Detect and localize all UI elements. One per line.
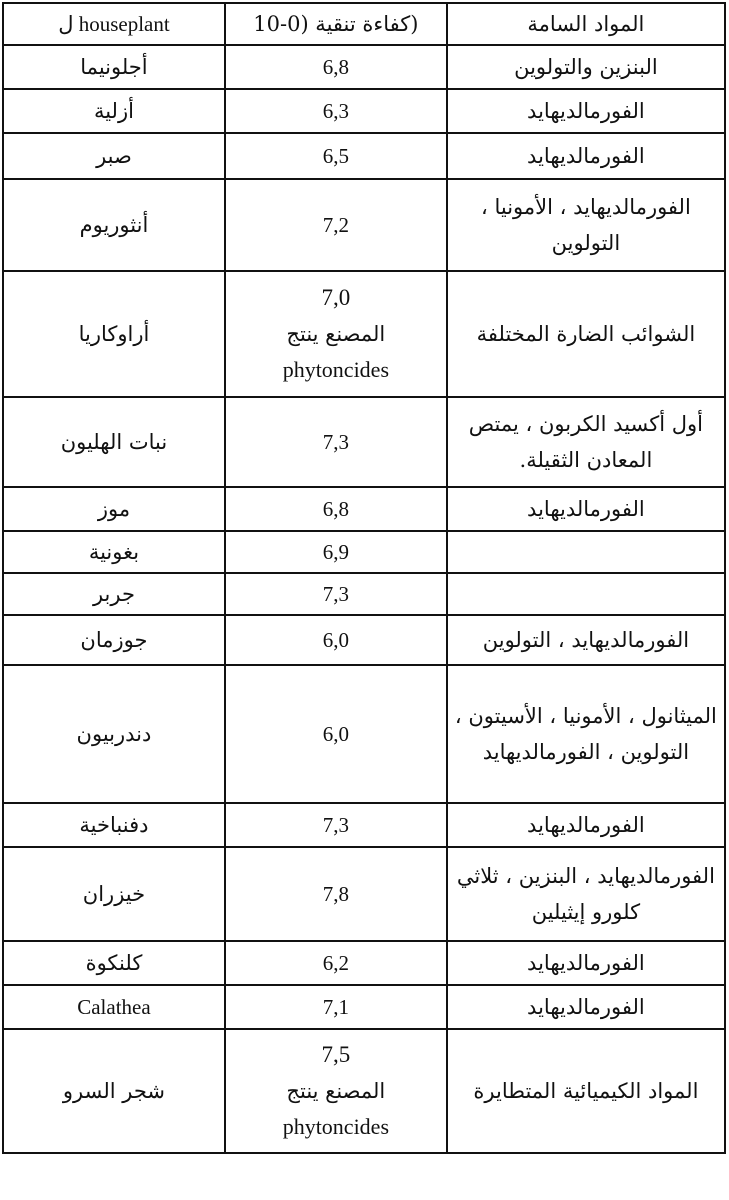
toxins-list: الفورمالديهايد ، البنزين ، ثلاثي كلورو إيثيلين bbox=[447, 847, 725, 941]
header-toxins: المواد السامة bbox=[447, 3, 725, 45]
header-efficiency: (كفاءة تنقية (0-10 bbox=[225, 3, 447, 45]
plant-name: جربر bbox=[3, 573, 225, 615]
table-row bbox=[3, 531, 725, 573]
toxins-list bbox=[447, 531, 725, 573]
purification-rating: 6,0 bbox=[225, 615, 447, 665]
purification-rating: 7,3 bbox=[225, 397, 447, 487]
table-row bbox=[3, 397, 725, 487]
header-plant: ل houseplant bbox=[3, 3, 225, 45]
toxins-list: البنزين والتولوين bbox=[447, 45, 725, 89]
plant-name: أراوكاريا bbox=[3, 271, 225, 397]
plant-name: صبر bbox=[3, 133, 225, 179]
toxins-list bbox=[447, 573, 725, 615]
plant-note-phytoncides: phytoncides bbox=[282, 1114, 390, 1139]
toxins-list: المواد الكيميائية المتطايرة bbox=[447, 1029, 725, 1153]
plant-name: Calathea bbox=[3, 985, 225, 1029]
purification-rating: 6,2 bbox=[225, 941, 447, 985]
plant-name: أزلية bbox=[3, 89, 225, 133]
plant-name: دفنباخية bbox=[3, 803, 225, 847]
table-row bbox=[3, 179, 725, 271]
plant-name: موز bbox=[3, 487, 225, 531]
table-row bbox=[3, 847, 725, 941]
toxins-list: الشوائب الضارة المختلفة bbox=[447, 271, 725, 397]
toxins-list: الفورمالديهايد bbox=[447, 985, 725, 1029]
purification-rating: 6,8 bbox=[225, 45, 447, 89]
purification-rating: 6,3 bbox=[225, 89, 447, 133]
plant-name: دندربيون bbox=[3, 665, 225, 803]
purification-rating: 7,3 bbox=[225, 803, 447, 847]
plant-name: أنثوريوم bbox=[3, 179, 225, 271]
toxins-list: الفورمالديهايد bbox=[447, 133, 725, 179]
table-row bbox=[3, 133, 725, 179]
purification-rating: 7,0 bbox=[321, 285, 351, 310]
plant-name: بغونية bbox=[3, 531, 225, 573]
table-row bbox=[3, 89, 725, 133]
toxins-list: الميثانول ، الأمونيا ، الأسيتون ، التولوين ، الفورمالديهايد bbox=[447, 665, 725, 803]
plant-name: نبات الهليون bbox=[3, 397, 225, 487]
toxins-list: الفورمالديهايد bbox=[447, 89, 725, 133]
toxins-list: الفورمالديهايد ، التولوين bbox=[447, 615, 725, 665]
purification-cell bbox=[225, 271, 447, 397]
table-row bbox=[3, 803, 725, 847]
table-row bbox=[3, 615, 725, 665]
table-row bbox=[3, 271, 725, 397]
purification-rating: 7,2 bbox=[225, 179, 447, 271]
plant-note-phytoncides: phytoncides bbox=[282, 357, 390, 382]
table-row bbox=[3, 665, 725, 803]
purification-rating: 7,8 bbox=[225, 847, 447, 941]
header-row bbox=[3, 3, 725, 45]
table-row bbox=[3, 45, 725, 89]
toxins-list: الفورمالديهايد bbox=[447, 803, 725, 847]
table-row bbox=[3, 573, 725, 615]
purification-rating: 6,9 bbox=[225, 531, 447, 573]
purification-rating: 7,5 bbox=[321, 1042, 351, 1067]
purification-rating: 7,3 bbox=[225, 573, 447, 615]
plant-name: شجر السرو bbox=[3, 1029, 225, 1153]
toxins-list: الفورمالديهايد bbox=[447, 941, 725, 985]
table-row bbox=[3, 985, 725, 1029]
purification-rating: 6,8 bbox=[225, 487, 447, 531]
toxins-list: الفورمالديهايد ، الأمونيا ، التولوين bbox=[447, 179, 725, 271]
toxins-list: الفورمالديهايد bbox=[447, 487, 725, 531]
purification-rating: 7,1 bbox=[225, 985, 447, 1029]
plant-name: خيزران bbox=[3, 847, 225, 941]
table-row bbox=[3, 487, 725, 531]
toxins-list: أول أكسيد الكربون ، يمتص المعادن الثقيلة. bbox=[447, 397, 725, 487]
plant-note: المصنع ينتج bbox=[286, 1079, 386, 1103]
plant-name: كلنكوة bbox=[3, 941, 225, 985]
plant-name: جوزمان bbox=[3, 615, 225, 665]
table-row bbox=[3, 1029, 725, 1153]
plant-name: أجلونيما bbox=[3, 45, 225, 89]
purification-rating: 6,0 bbox=[225, 665, 447, 803]
plant-note: المصنع ينتج bbox=[286, 322, 386, 346]
table-row bbox=[3, 941, 725, 985]
purification-rating: 6,5 bbox=[225, 133, 447, 179]
purification-cell bbox=[225, 1029, 447, 1153]
houseplant-table bbox=[2, 2, 726, 1154]
